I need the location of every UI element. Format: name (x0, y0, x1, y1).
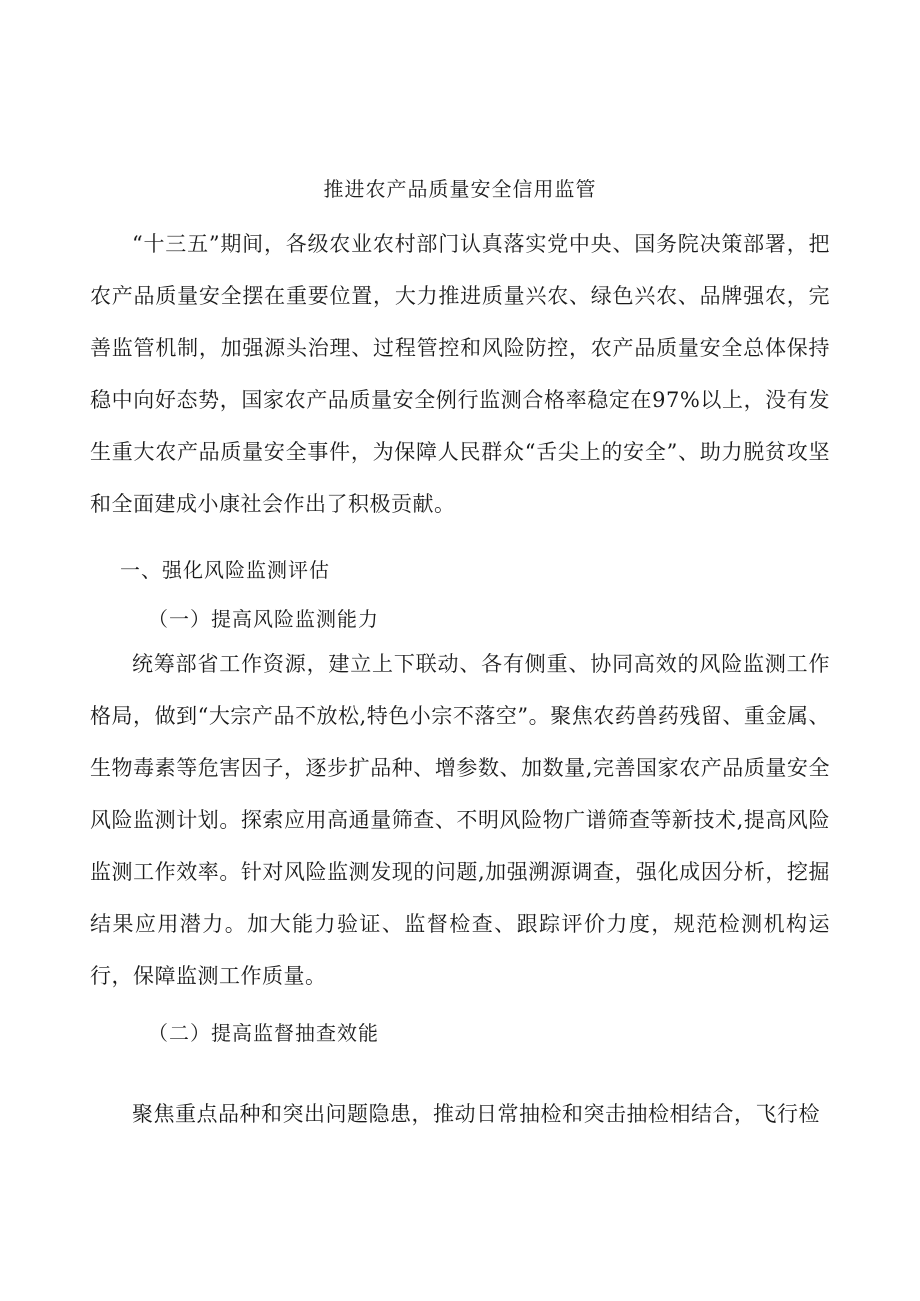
subsection-2-paragraph: 聚焦重点品种和突出问题隐患，推动日常抽检和突击抽检相结合，飞行检 (132, 1102, 820, 1126)
section-heading-1: 一、强化风险监测评估 (120, 558, 330, 582)
document-title: 推进农产品质量安全信用监管 (323, 177, 597, 201)
subsection-1-paragraph: 统筹部省工作资源，建立上下联动、各有侧重、协同高效的风险监测工作格局，做到“大宗产品不放松,特色小宗不落空”。聚焦农药兽药残留、重金属、生物毒素等危害因子，逐步扩品种、增参数、加数量,完善国家农产品质量安全风险监测计划。探索应用高通量筛查、不明风险物广谱筛查等新技术,提高风险监测工作效率。针对风险监测发现的问题,加强溯源调查，强化成因分析，挖掘结果应用潜力。加大能力验证、监督检查、跟踪评价力度，规范检测机构运行，保障监测工作质量。 (90, 652, 830, 988)
subsection-heading-2: （二）提高监督抽查效能 (148, 1021, 379, 1045)
intro-paragraph: “十三五”期间，各级农业农村部门认真落实党中央、国务院决策部署，把农产品质量安全摆在重要位置，大力推进质量兴农、绿色兴农、品牌强农，完善监管机制，加强源头治理、过程管控和风险防控，农产品质量安全总体保持稳中向好态势，国家农产品质量安全例行监测合格率稳定在97%以上，没有发生重大农产品质量安全事件，为保障人民群众“舌尖上的安全”、助力脱贫攻坚和全面建成小康社会作出了积极贡献。 (90, 232, 830, 516)
subsection-heading-1: （一）提高风险监测能力 (148, 607, 379, 631)
